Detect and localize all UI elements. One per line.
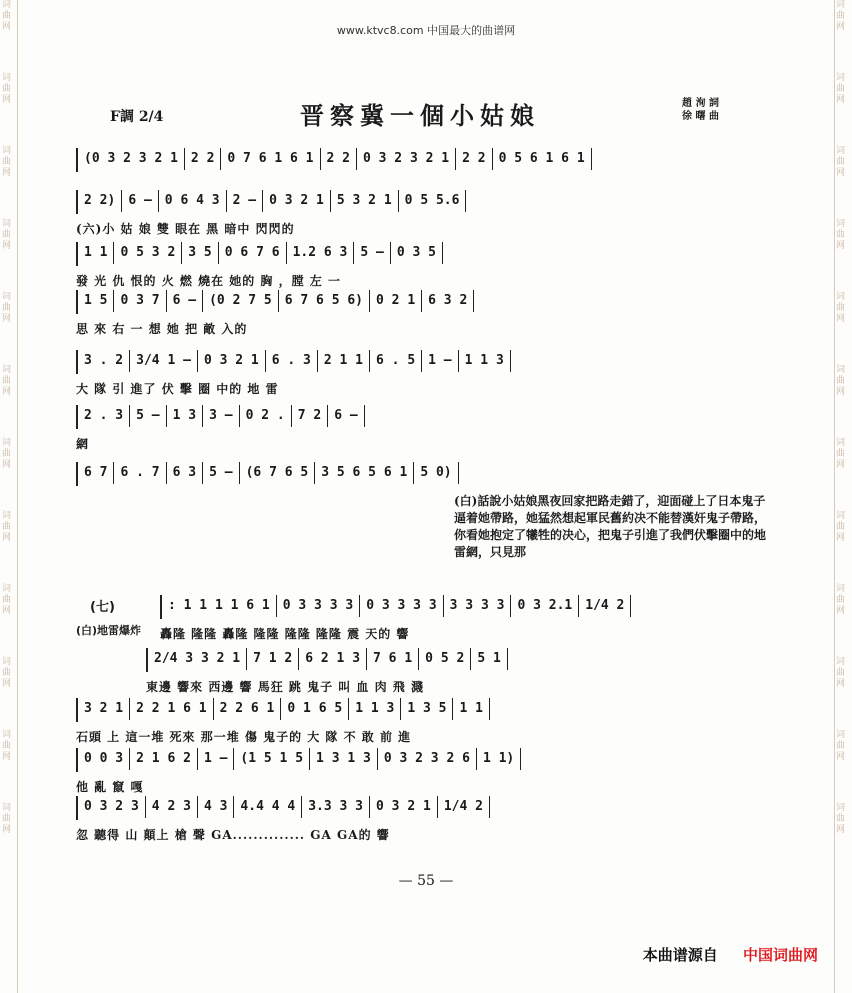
measure: 7 2: [292, 405, 328, 427]
measure: 1 1: [78, 242, 114, 264]
measure: 6 —: [328, 405, 364, 427]
measure: 6 —: [122, 190, 158, 212]
measure: 5 3 2 1: [331, 190, 399, 212]
measure: 1.2 6 3: [287, 242, 355, 264]
measure: 7 6 1: [367, 648, 419, 670]
measure: 1 3: [167, 405, 203, 427]
measure: 5 —: [130, 405, 166, 427]
header-url: www.ktvc8.com 中国最大的曲谱网: [336, 24, 516, 37]
lyrics-line: 思 來 右 一 想 她 把 敵 入的: [76, 322, 248, 336]
notation-system: [76, 290, 756, 336]
measure: 0 5 3 2: [114, 242, 182, 264]
measure: 1 1 3: [349, 698, 401, 720]
measure: 5 —: [203, 462, 239, 484]
measure: 0 5 6 1 6 1: [493, 148, 592, 170]
measure: 1 —: [422, 350, 458, 372]
notation-system: [76, 462, 756, 492]
measure: (6 7 6 5: [240, 462, 316, 484]
notation-line: [146, 648, 756, 672]
measure: : 1 1 1 1 6 1: [162, 595, 277, 617]
measure: 0 1 6 5: [281, 698, 349, 720]
measure: 6 7: [78, 462, 114, 484]
measure: 0 3 2.1: [511, 595, 579, 617]
notation-line: [76, 796, 756, 820]
measure: (0 3 2 3 2 1: [78, 148, 185, 170]
key-signature: F調 2/4: [110, 109, 164, 125]
notation-line: [160, 595, 756, 619]
source-label: 本曲谱源自: [642, 946, 718, 964]
measure: 0 3 2 3: [78, 796, 146, 818]
measure: 0 2 .: [240, 405, 292, 427]
measure: 3 . 2: [78, 350, 130, 372]
song-title: 晋察冀一個小姑娘: [300, 101, 540, 130]
measure: 4 3: [198, 796, 234, 818]
measure: 0 5 5.6: [399, 190, 467, 212]
measure: 1/4 2: [438, 796, 490, 818]
notation-system: [76, 350, 756, 396]
credits: [682, 97, 719, 123]
narration-text: (白)話說小姑娘黑夜回家把路走錯了，迎面碰上了日本鬼子逼着她帶路，她猛然想起軍民舊約决不能替漢奸鬼子帶路，你看她抱定了犧牲的决心，把鬼子引進了我們伏擊圈中的地雷網，只見那: [454, 494, 767, 559]
right-watermark-strip: 词曲网 词曲网 词曲网 词曲网 词曲网 词曲网 词曲网 词曲网 词曲网 词曲网 词曲网 词曲网: [836, 0, 846, 835]
section-seven-note: (白)地雷爆炸: [76, 624, 142, 637]
measure: (1 5 1 5: [234, 748, 310, 770]
lyrics-line: 他 亂 竄 嘎: [76, 780, 144, 794]
notation-line: [76, 748, 756, 772]
left-margin-rule: [17, 0, 18, 993]
measure: 3.3 3 3: [302, 796, 370, 818]
measure: 0 6 7 6: [219, 242, 287, 264]
lyrics-line: 轟隆 隆隆 轟隆 隆隆 隆隆 隆隆 震 天的 響: [160, 627, 410, 641]
measure: 3 5 6 5 6 1: [315, 462, 414, 484]
measure: 3 —: [203, 405, 239, 427]
measure: 2 . 3: [78, 405, 130, 427]
measure: 2 2 1 6 1: [130, 698, 213, 720]
measure: 2 2: [456, 148, 492, 170]
measure: 2/4 3 3 2 1: [148, 648, 247, 670]
measure: 0 3 2 3 2 1: [357, 148, 456, 170]
source-credit: [643, 944, 818, 965]
measure: 6 3 2: [422, 290, 474, 312]
notation-line: [76, 698, 756, 722]
notation-line: [76, 405, 756, 429]
measure: 3/4 1 —: [130, 350, 198, 372]
measure: 1 1: [453, 698, 489, 720]
notation-system: [76, 405, 756, 451]
measure: 3 3 3 3: [444, 595, 512, 617]
measure: 1/4 2: [579, 595, 631, 617]
measure: 0 3 7: [114, 290, 166, 312]
notation-system: [146, 648, 756, 694]
measure: 2 2: [321, 148, 357, 170]
lyrics-line: 東邊 響來 西邊 響 馬狂 跳 鬼子 叫 血 肉 飛 濺: [146, 680, 424, 694]
measure: 1 —: [198, 748, 234, 770]
measure: 5 0): [414, 462, 458, 484]
measure: 0 6 4 3: [159, 190, 227, 212]
section-seven-label: (七): [90, 600, 115, 615]
page-number: — 55 —: [398, 873, 454, 889]
notation-line: [76, 462, 756, 486]
measure: 0 3 3 3 3: [277, 595, 360, 617]
notation-system: [160, 595, 756, 641]
notation-system: [76, 242, 756, 288]
lyrics-line: (六)小 姑 娘 雙 眼在 黑 暗中 閃閃的: [76, 222, 295, 236]
measure: (0 2 7 5: [203, 290, 279, 312]
measure: 2 1 6 2: [130, 748, 198, 770]
measure: 7 1 2: [247, 648, 299, 670]
measure: 2 1 1: [318, 350, 370, 372]
measure: 0 3 2 1: [370, 796, 438, 818]
measure: 1 5: [78, 290, 114, 312]
measure: 1 3 5: [401, 698, 453, 720]
measure: 6 3: [167, 462, 203, 484]
measure: 0 2 1: [370, 290, 422, 312]
lyrics-line: 網: [76, 437, 90, 451]
measure: 2 —: [227, 190, 263, 212]
measure: 1 1): [477, 748, 521, 770]
measure: 0 3 2 1: [198, 350, 266, 372]
measure: 4.4 4 4: [234, 796, 302, 818]
notation-line: [76, 290, 756, 314]
measure: 6 2 1 3: [299, 648, 367, 670]
source-site-link[interactable]: 中国词曲网: [742, 946, 818, 964]
lyrics-line: 忽 聽得 山 顛上 槍 聲 GA.............. GA GA的 響: [76, 828, 390, 842]
measure: 6 . 7: [114, 462, 166, 484]
measure: 0 5 2: [419, 648, 471, 670]
measure: 3 5: [182, 242, 218, 264]
lyrics-line: 石頭 上 這一堆 死來 那一堆 傷 鬼子的 大 隊 不 敢 前 進: [76, 730, 412, 744]
measure: 0 0 3: [78, 748, 130, 770]
lyrics-line: 發 光 仇 恨的 火 燃 燒在 她的 胸 ，膛 左 一: [76, 274, 341, 288]
measure: 6 —: [167, 290, 203, 312]
measure: 1 3 1 3: [310, 748, 378, 770]
measure: 2 2: [185, 148, 221, 170]
measure: 0 3 2 1: [263, 190, 331, 212]
notation-line: [76, 242, 756, 266]
measure: 6 . 5: [370, 350, 422, 372]
measure: 6 . 3: [266, 350, 318, 372]
measure: 0 3 2 3 2 6: [378, 748, 477, 770]
measure: 6 7 6 5 6): [279, 290, 370, 312]
measure: 1 1 3: [459, 350, 511, 372]
left-watermark-strip: 词曲网 词曲网 词曲网 词曲网 词曲网 词曲网 词曲网 词曲网 词曲网 词曲网 词曲网 词曲网: [2, 0, 12, 835]
measure: 2 2): [78, 190, 122, 212]
measure: 0 3 3 3 3: [360, 595, 443, 617]
notation-system: [76, 190, 756, 236]
measure: 3 2 1: [78, 698, 130, 720]
notation-system: [76, 698, 756, 744]
notation-system: [76, 748, 756, 794]
measure: 4 2 3: [146, 796, 198, 818]
composer-credit: 徐 曙 曲: [682, 111, 719, 122]
notation-line: [76, 148, 756, 172]
measure: 0 3 5: [391, 242, 443, 264]
notation-system: [76, 796, 756, 842]
measure: 2 2 6 1: [214, 698, 282, 720]
lyricist-credit: 趙 洵 詞: [682, 98, 719, 109]
measure: 5 1: [471, 648, 507, 670]
notation-line: [76, 190, 756, 214]
notation-line: [76, 350, 756, 374]
measure: 5 —: [354, 242, 390, 264]
lyrics-line: 大 隊 引 進了 伏 擊 圈 中的 地 雷: [76, 382, 279, 396]
measure: 0 7 6 1 6 1: [221, 148, 320, 170]
right-margin-rule: [834, 0, 835, 993]
notation-system: [76, 148, 756, 178]
